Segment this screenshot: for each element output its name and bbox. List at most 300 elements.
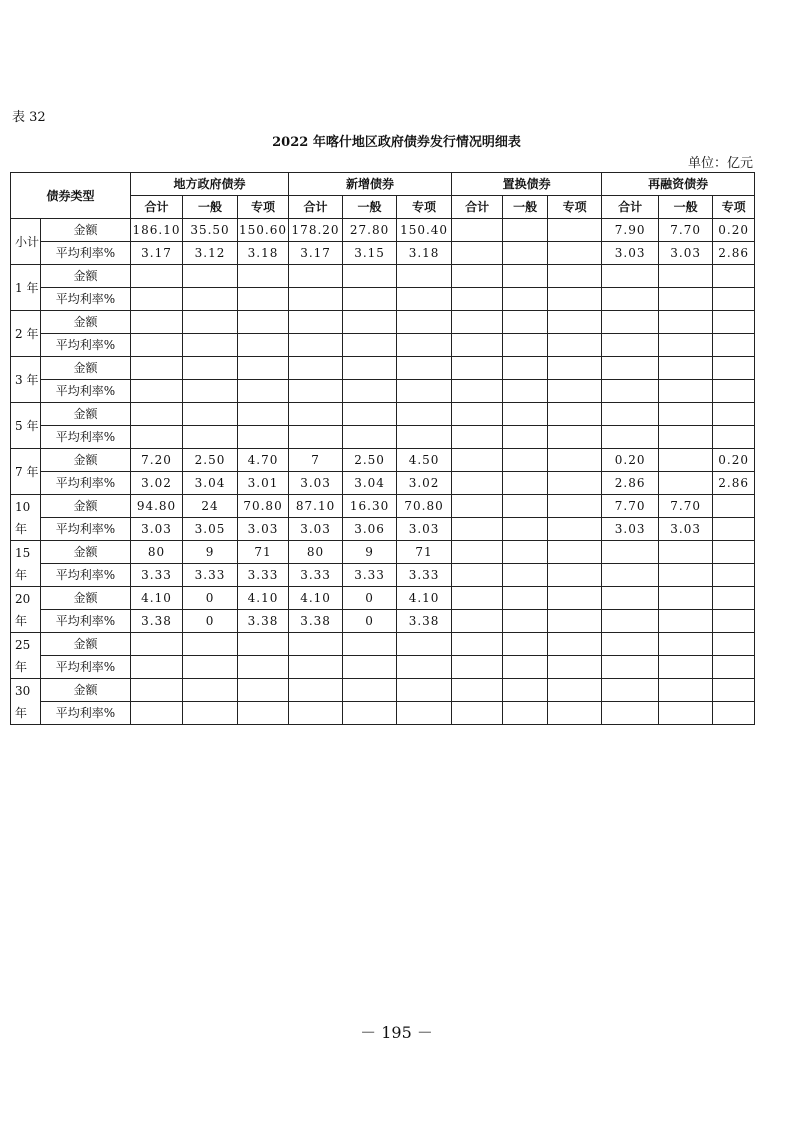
value-cell: 3.33 [238, 564, 289, 587]
value-cell: 3.17 [131, 242, 183, 265]
group-header-replacement: 置换债券 [452, 173, 602, 196]
value-cell [602, 679, 659, 702]
table-label: 表 32 [12, 110, 46, 125]
value-cell [713, 311, 755, 334]
term-cell: 10 年 [11, 495, 41, 541]
value-cell: 7 [289, 449, 343, 472]
value-cell [548, 242, 602, 265]
value-cell: 80 [289, 541, 343, 564]
value-cell [397, 380, 452, 403]
value-cell: 3.38 [289, 610, 343, 633]
value-cell [397, 288, 452, 311]
value-cell [238, 334, 289, 357]
term-cell: 5 年 [11, 403, 41, 449]
value-cell [289, 702, 343, 725]
value-cell [713, 679, 755, 702]
term-cell: 1 年 [11, 265, 41, 311]
metric-cell: 金额 [41, 541, 131, 564]
value-cell [713, 265, 755, 288]
value-cell: 16.30 [343, 495, 397, 518]
table-row [11, 633, 755, 656]
term-cell: 3 年 [11, 357, 41, 403]
value-cell [548, 334, 602, 357]
value-cell [602, 587, 659, 610]
value-cell: 7.70 [602, 495, 659, 518]
value-cell [503, 334, 548, 357]
sub-header-cell: 专项 [713, 196, 755, 219]
value-cell: 94.80 [131, 495, 183, 518]
value-cell [659, 633, 713, 656]
value-cell [659, 311, 713, 334]
table-row [11, 495, 755, 518]
value-cell [548, 518, 602, 541]
metric-cell: 平均利率% [41, 380, 131, 403]
value-cell [503, 265, 548, 288]
document-title: 2022 年喀什地区政府债券发行情况明细表 [272, 135, 521, 150]
value-cell [131, 357, 183, 380]
value-cell [289, 679, 343, 702]
value-cell [659, 380, 713, 403]
value-cell [659, 265, 713, 288]
value-cell: 4.10 [238, 587, 289, 610]
value-cell: 0.20 [713, 219, 755, 242]
value-cell [503, 357, 548, 380]
value-cell [452, 357, 503, 380]
value-cell [602, 311, 659, 334]
value-cell [548, 495, 602, 518]
metric-cell: 金额 [41, 449, 131, 472]
value-cell [503, 242, 548, 265]
value-cell [503, 449, 548, 472]
value-cell [713, 633, 755, 656]
table-row [11, 449, 755, 472]
value-cell [289, 357, 343, 380]
value-cell [548, 656, 602, 679]
value-cell [238, 656, 289, 679]
term-cell: 7 年 [11, 449, 41, 495]
value-cell: 7.20 [131, 449, 183, 472]
value-cell [238, 311, 289, 334]
table-row [11, 679, 755, 702]
value-cell [452, 265, 503, 288]
value-cell [548, 288, 602, 311]
value-cell: 3.04 [183, 472, 238, 495]
table-row [11, 472, 755, 495]
value-cell [659, 541, 713, 564]
value-cell [452, 679, 503, 702]
value-cell [343, 426, 397, 449]
value-cell [503, 426, 548, 449]
value-cell [131, 334, 183, 357]
value-cell: 70.80 [397, 495, 452, 518]
value-cell [602, 564, 659, 587]
term-cell: 2 年 [11, 311, 41, 357]
sub-header-cell: 专项 [238, 196, 289, 219]
value-cell [183, 403, 238, 426]
value-cell: 3.17 [289, 242, 343, 265]
value-cell [343, 633, 397, 656]
value-cell [548, 564, 602, 587]
value-cell: 3.18 [397, 242, 452, 265]
value-cell: 3.33 [131, 564, 183, 587]
value-cell [289, 288, 343, 311]
value-cell [503, 610, 548, 633]
value-cell [713, 334, 755, 357]
value-cell [602, 541, 659, 564]
sub-header-cell: 一般 [183, 196, 238, 219]
value-cell [289, 334, 343, 357]
type-header: 债券类型 [11, 173, 131, 219]
value-cell: 3.38 [397, 610, 452, 633]
table-row [11, 541, 755, 564]
sub-header-cell: 合计 [452, 196, 503, 219]
value-cell [452, 288, 503, 311]
value-cell [452, 334, 503, 357]
value-cell: 3.18 [238, 242, 289, 265]
table-row [11, 219, 755, 242]
value-cell [131, 380, 183, 403]
value-cell: 3.03 [289, 472, 343, 495]
value-cell [659, 357, 713, 380]
value-cell [397, 656, 452, 679]
metric-cell: 平均利率% [41, 518, 131, 541]
value-cell [131, 702, 183, 725]
value-cell: 71 [238, 541, 289, 564]
value-cell [503, 380, 548, 403]
value-cell [503, 288, 548, 311]
metric-cell: 平均利率% [41, 702, 131, 725]
value-cell [343, 679, 397, 702]
value-cell [183, 656, 238, 679]
value-cell: 3.05 [183, 518, 238, 541]
sub-header-cell: 合计 [602, 196, 659, 219]
sub-header-cell: 专项 [548, 196, 602, 219]
value-cell [548, 311, 602, 334]
value-cell [602, 380, 659, 403]
term-cell: 25 年 [11, 633, 41, 679]
sub-header-cell: 一般 [659, 196, 713, 219]
value-cell: 4.10 [131, 587, 183, 610]
value-cell [503, 702, 548, 725]
value-cell [452, 380, 503, 403]
value-cell [452, 633, 503, 656]
value-cell [602, 288, 659, 311]
value-cell [289, 380, 343, 403]
value-cell [397, 403, 452, 426]
value-cell: 4.10 [397, 587, 452, 610]
value-cell [713, 656, 755, 679]
value-cell: 3.04 [343, 472, 397, 495]
value-cell [289, 633, 343, 656]
value-cell [659, 702, 713, 725]
value-cell [452, 242, 503, 265]
sub-header-cell: 合计 [131, 196, 183, 219]
term-cell: 15 年 [11, 541, 41, 587]
value-cell: 7.70 [659, 219, 713, 242]
metric-cell: 金额 [41, 495, 131, 518]
value-cell [343, 288, 397, 311]
value-cell [131, 403, 183, 426]
value-cell: 3.01 [238, 472, 289, 495]
value-cell [452, 495, 503, 518]
value-cell [659, 656, 713, 679]
value-cell [602, 702, 659, 725]
value-cell: 27.80 [343, 219, 397, 242]
value-cell: 4.50 [397, 449, 452, 472]
value-cell: 150.40 [397, 219, 452, 242]
value-cell [602, 265, 659, 288]
value-cell [183, 702, 238, 725]
value-cell: 3.33 [183, 564, 238, 587]
value-cell [131, 633, 183, 656]
value-cell [602, 357, 659, 380]
table-row [11, 311, 755, 334]
value-cell [397, 633, 452, 656]
table-row [11, 380, 755, 403]
table-row [11, 564, 755, 587]
value-cell: 3.33 [289, 564, 343, 587]
value-cell [713, 587, 755, 610]
value-cell: 3.03 [397, 518, 452, 541]
value-cell [503, 587, 548, 610]
value-cell [452, 219, 503, 242]
group-header-refinancing: 再融资债券 [602, 173, 755, 196]
value-cell: 35.50 [183, 219, 238, 242]
value-cell [548, 610, 602, 633]
value-cell: 7.90 [602, 219, 659, 242]
value-cell [289, 265, 343, 288]
value-cell [183, 679, 238, 702]
page-number: － 195 － [360, 1023, 433, 1042]
value-cell [289, 426, 343, 449]
term-cell: 20 年 [11, 587, 41, 633]
value-cell: 178.20 [289, 219, 343, 242]
value-cell: 87.10 [289, 495, 343, 518]
value-cell [452, 610, 503, 633]
table-row [11, 265, 755, 288]
value-cell: 9 [343, 541, 397, 564]
value-cell [452, 311, 503, 334]
value-cell: 2.86 [602, 472, 659, 495]
value-cell [713, 610, 755, 633]
value-cell [397, 679, 452, 702]
sub-header-cell: 一般 [503, 196, 548, 219]
value-cell [602, 426, 659, 449]
value-cell [238, 380, 289, 403]
value-cell [343, 702, 397, 725]
value-cell [183, 288, 238, 311]
value-cell [659, 587, 713, 610]
value-cell: 3.02 [397, 472, 452, 495]
value-cell [659, 288, 713, 311]
value-cell [131, 426, 183, 449]
value-cell [238, 403, 289, 426]
metric-cell: 平均利率% [41, 610, 131, 633]
value-cell [238, 288, 289, 311]
group-header-new: 新增债券 [289, 173, 452, 196]
metric-cell: 平均利率% [41, 564, 131, 587]
value-cell [713, 357, 755, 380]
table-row [11, 702, 755, 725]
value-cell [503, 495, 548, 518]
value-cell: 3.03 [131, 518, 183, 541]
value-cell: 3.06 [343, 518, 397, 541]
value-cell: 3.03 [602, 242, 659, 265]
value-cell [238, 679, 289, 702]
metric-cell: 平均利率% [41, 288, 131, 311]
value-cell: 0 [343, 587, 397, 610]
value-cell: 0.20 [602, 449, 659, 472]
value-cell [503, 518, 548, 541]
metric-cell: 金额 [41, 679, 131, 702]
metric-cell: 金额 [41, 265, 131, 288]
metric-cell: 平均利率% [41, 472, 131, 495]
value-cell [503, 633, 548, 656]
value-cell [503, 541, 548, 564]
metric-cell: 金额 [41, 587, 131, 610]
value-cell: 0 [343, 610, 397, 633]
value-cell [397, 426, 452, 449]
value-cell [343, 311, 397, 334]
value-cell [503, 564, 548, 587]
value-cell: 3.03 [659, 242, 713, 265]
value-cell [131, 679, 183, 702]
table-row [11, 403, 755, 426]
value-cell [548, 380, 602, 403]
value-cell [548, 449, 602, 472]
value-cell [659, 449, 713, 472]
value-cell: 4.10 [289, 587, 343, 610]
value-cell: 186.10 [131, 219, 183, 242]
value-cell: 3.38 [131, 610, 183, 633]
value-cell [548, 219, 602, 242]
value-cell [602, 610, 659, 633]
value-cell [183, 265, 238, 288]
value-cell [602, 656, 659, 679]
table-row [11, 242, 755, 265]
value-cell [659, 679, 713, 702]
value-cell [602, 633, 659, 656]
value-cell: 2.86 [713, 472, 755, 495]
value-cell [343, 265, 397, 288]
value-cell: 2.50 [183, 449, 238, 472]
value-cell [503, 472, 548, 495]
value-cell [548, 633, 602, 656]
value-cell: 0 [183, 610, 238, 633]
value-cell: 9 [183, 541, 238, 564]
value-cell [503, 403, 548, 426]
table-row [11, 656, 755, 679]
value-cell [238, 633, 289, 656]
value-cell [238, 265, 289, 288]
value-cell [452, 564, 503, 587]
value-cell [238, 357, 289, 380]
value-cell [183, 311, 238, 334]
metric-cell: 平均利率% [41, 334, 131, 357]
value-cell [503, 311, 548, 334]
value-cell: 3.03 [659, 518, 713, 541]
value-cell [397, 702, 452, 725]
table-row [11, 334, 755, 357]
value-cell [503, 679, 548, 702]
value-cell [452, 702, 503, 725]
value-cell [713, 518, 755, 541]
value-cell [131, 311, 183, 334]
value-cell [548, 426, 602, 449]
value-cell: 80 [131, 541, 183, 564]
value-cell: 3.03 [238, 518, 289, 541]
value-cell [713, 564, 755, 587]
value-cell [289, 311, 343, 334]
value-cell [452, 518, 503, 541]
value-cell [183, 380, 238, 403]
value-cell: 4.70 [238, 449, 289, 472]
table-row [11, 288, 755, 311]
value-cell [343, 656, 397, 679]
value-cell [131, 656, 183, 679]
value-cell: 3.03 [602, 518, 659, 541]
metric-cell: 平均利率% [41, 426, 131, 449]
metric-cell: 金额 [41, 403, 131, 426]
metric-cell: 金额 [41, 311, 131, 334]
term-cell: 30 年 [11, 679, 41, 725]
value-cell [238, 702, 289, 725]
value-cell [452, 541, 503, 564]
value-cell [452, 587, 503, 610]
value-cell [503, 219, 548, 242]
value-cell [548, 702, 602, 725]
value-cell [602, 334, 659, 357]
value-cell [548, 265, 602, 288]
value-cell [713, 380, 755, 403]
bond-issuance-table [10, 172, 755, 725]
value-cell [659, 610, 713, 633]
value-cell [503, 656, 548, 679]
value-cell [397, 334, 452, 357]
table-row [11, 518, 755, 541]
value-cell [713, 403, 755, 426]
value-cell [713, 288, 755, 311]
value-cell [238, 426, 289, 449]
value-cell: 3.33 [397, 564, 452, 587]
value-cell [452, 449, 503, 472]
value-cell [397, 265, 452, 288]
table-row [11, 587, 755, 610]
value-cell [343, 403, 397, 426]
value-cell [452, 656, 503, 679]
value-cell [659, 564, 713, 587]
sub-header-cell: 合计 [289, 196, 343, 219]
value-cell [183, 357, 238, 380]
table-row [11, 426, 755, 449]
value-cell [548, 541, 602, 564]
metric-cell: 平均利率% [41, 242, 131, 265]
value-cell: 3.02 [131, 472, 183, 495]
value-cell [397, 357, 452, 380]
value-cell [659, 334, 713, 357]
sub-header-cell: 一般 [343, 196, 397, 219]
metric-cell: 平均利率% [41, 656, 131, 679]
value-cell [548, 472, 602, 495]
value-cell [659, 426, 713, 449]
value-cell [183, 426, 238, 449]
value-cell [713, 702, 755, 725]
value-cell: 2.50 [343, 449, 397, 472]
group-header-local: 地方政府债券 [131, 173, 289, 196]
table-row [11, 357, 755, 380]
metric-cell: 金额 [41, 357, 131, 380]
value-cell [343, 334, 397, 357]
